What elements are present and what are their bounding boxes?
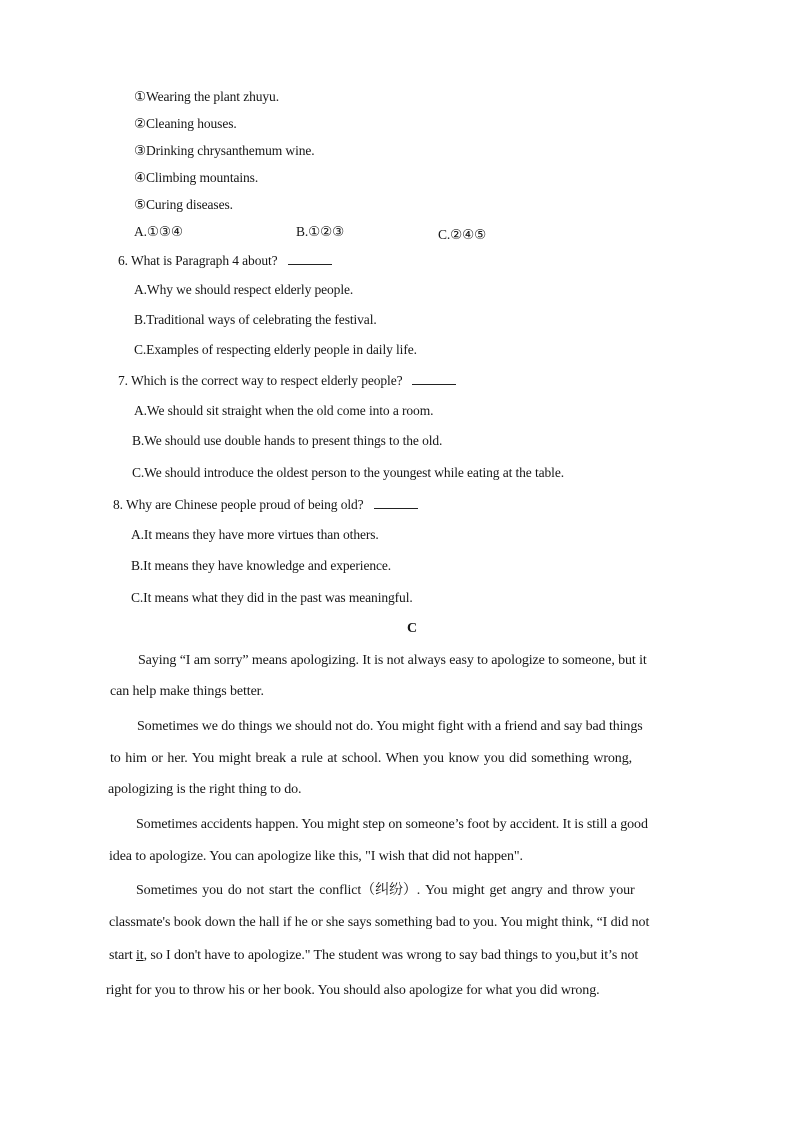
paragraph-2-line-3: apologizing is the right thing to do. — [108, 782, 302, 797]
option-item-1: ①Wearing the plant zhuyu. — [134, 89, 279, 104]
q6-stem-text: 6. What is Paragraph 4 about? — [118, 253, 278, 268]
q6-option-a: A.Why we should respect elderly people. — [134, 282, 354, 297]
paragraph-4-line-2: classmate's book down the hall if he or she says something bad to you. You might think, “I did not — [109, 915, 650, 930]
q8-option-c: C.It means what they did in the past was meaningful. — [131, 590, 413, 605]
q5-choice-b: B.①②③ — [296, 224, 345, 239]
q7-stem — [118, 372, 456, 390]
paragraph-4-line-4: right for you to throw his or her book. You should also apologize for what you did wrong. — [106, 983, 600, 998]
q7-option-c: C.We should introduce the oldest person to the youngest while eating at the table. — [132, 465, 564, 480]
q8-stem-text: 8. Why are Chinese people proud of being old? — [113, 497, 364, 512]
paragraph-1-line-2: can help make things better. — [110, 684, 264, 699]
underlined-word: it — [136, 948, 144, 963]
q5-choice-a: A.①③④ — [134, 224, 183, 239]
paragraph-3-line-1: Sometimes accidents happen. You might step on someone’s foot by accident. It is still a good — [136, 817, 648, 832]
q7-stem-text: 7. Which is the correct way to respect elderly people? — [118, 373, 403, 388]
answer-blank[interactable] — [288, 255, 332, 265]
q8-option-b: B.It means they have knowledge and experience. — [131, 558, 392, 573]
q7-option-a: A.We should sit straight when the old come into a room. — [134, 403, 434, 418]
option-item-3: ③Drinking chrysanthemum wine. — [134, 143, 315, 158]
paragraph-3-line-2: idea to apologize. You can apologize like this, "I wish that did not happen". — [109, 849, 523, 864]
option-item-5: ⑤Curing diseases. — [134, 197, 233, 212]
answer-blank[interactable] — [412, 375, 456, 385]
option-item-4: ④Climbing mountains. — [134, 170, 259, 185]
q8-option-a: A.It means they have more virtues than others. — [131, 527, 379, 542]
paragraph-4-line-1: Sometimes you do not start the conflict（纠纷）. You might get angry and throw your — [136, 883, 635, 898]
q7-option-b: B.We should use double hands to present things to the old. — [132, 433, 443, 448]
paragraph-1-line-1: Saying “I am sorry” means apologizing. It is not always easy to apologize to someone, but it — [138, 653, 647, 668]
q6-option-c: C.Examples of respecting elderly people in daily life. — [134, 342, 417, 357]
paragraph-4-line-3 — [109, 947, 638, 965]
paragraph-2-line-1: Sometimes we do things we should not do. You might fight with a friend and say bad things — [137, 719, 643, 734]
option-item-2: ②Cleaning houses. — [134, 116, 237, 131]
answer-blank[interactable] — [374, 499, 418, 509]
paragraph-4-line-3-start: start — [109, 948, 137, 963]
q6-option-b: B.Traditional ways of celebrating the festival. — [134, 312, 377, 327]
paragraph-4-line-3-rest: , so I don't have to apologize." The student was wrong to say bad things to you,but it’s not — [143, 948, 639, 963]
q6-stem — [118, 252, 332, 270]
paragraph-2-line-2: to him or her. You might break a rule at school. When you know you did something wrong, — [110, 751, 632, 766]
q5-choice-c: C.②④⑤ — [438, 227, 487, 242]
q8-stem — [113, 496, 418, 514]
section-heading: C — [407, 621, 418, 636]
